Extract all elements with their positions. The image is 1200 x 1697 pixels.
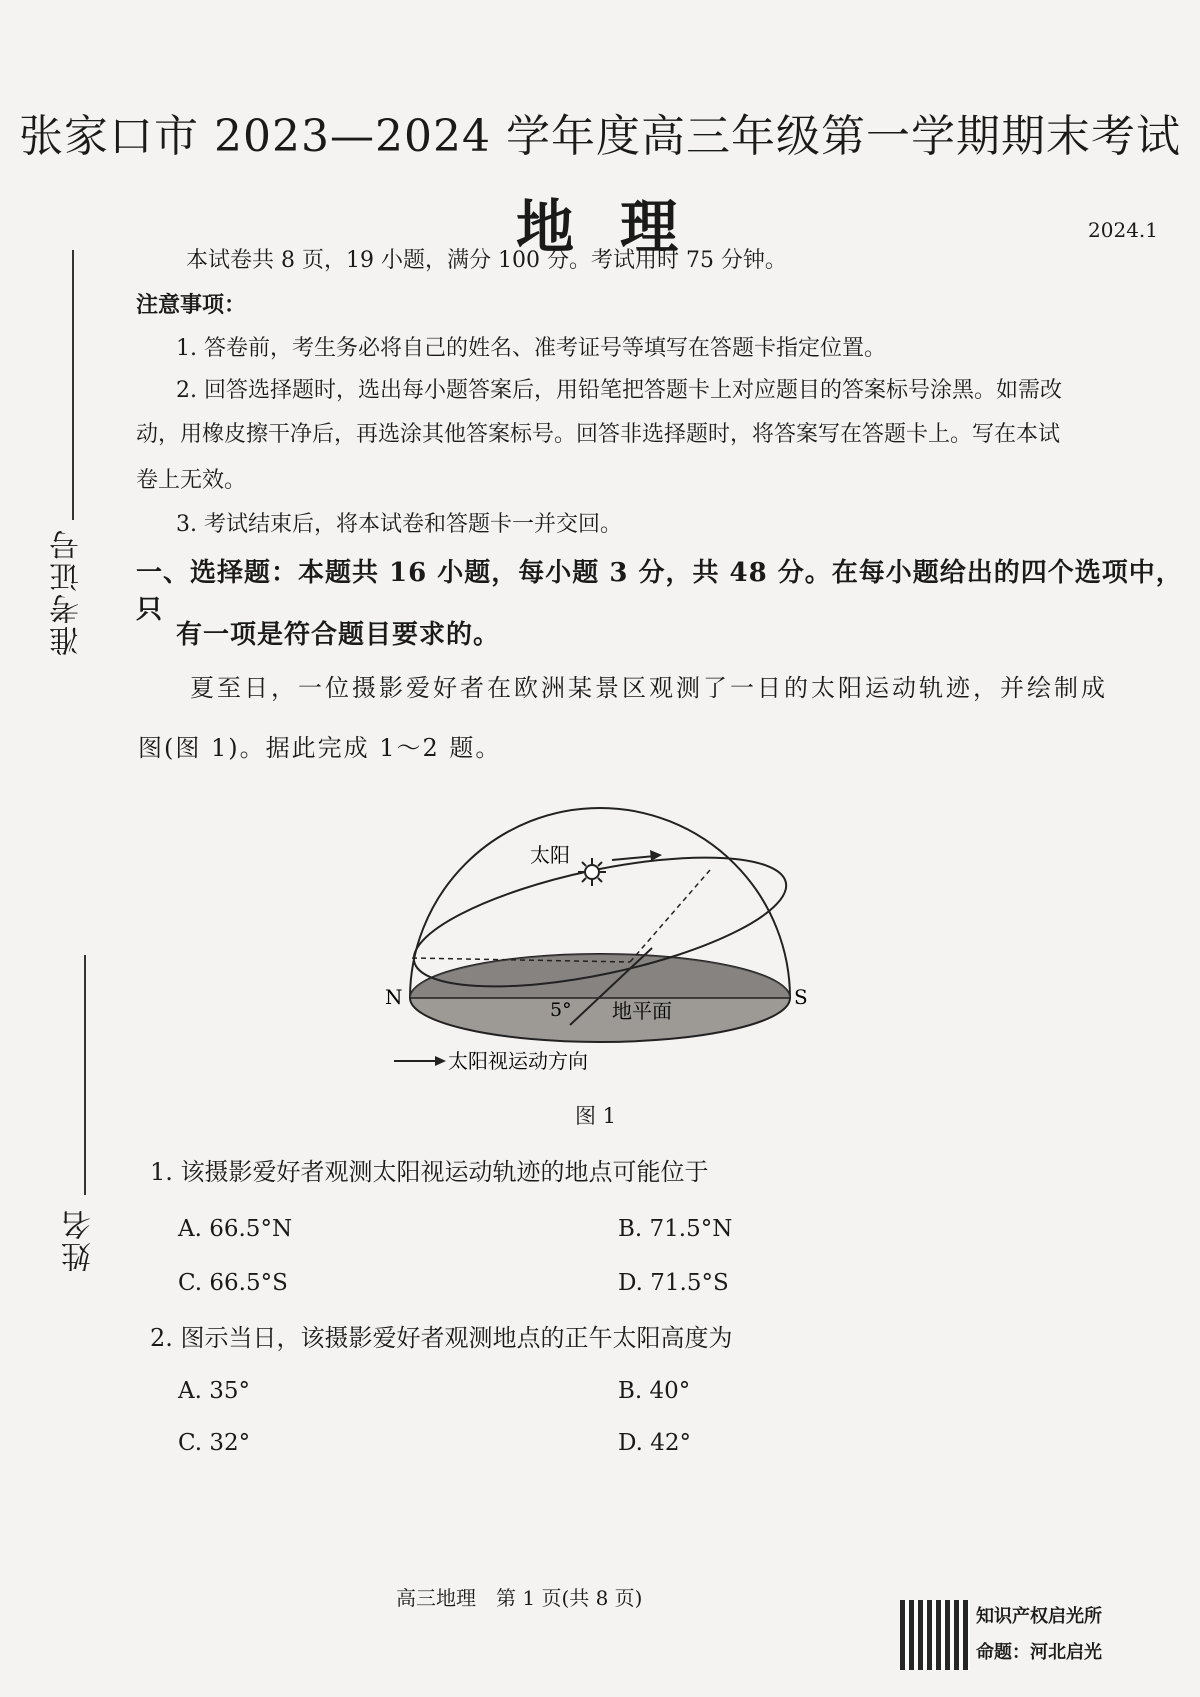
question-1-option-c[interactable]: C. 66.5°S: [178, 1270, 288, 1296]
ip-notice-line-1: 知识产权启光所: [976, 1606, 1102, 1627]
legend-label: 太阳视运动方向: [448, 1049, 588, 1073]
page-footer: 高三地理 第 1 页(共 8 页): [396, 1586, 643, 1610]
question-2-option-c[interactable]: C. 32°: [178, 1430, 251, 1456]
angle-label: 5°: [550, 999, 572, 1021]
section-heading-line-2: 有一项是符合题目要求的。: [176, 620, 501, 650]
section-heading-line-1: 一、选择题：本题共 16 小题，每小题 3 分，共 48 分。在每小题给出的四个选项中，只: [136, 558, 1183, 625]
subject-title: 地理: [515, 193, 724, 261]
notice-item-2-line-3: 卷上无效。: [136, 468, 247, 493]
exam-number-line: [72, 250, 74, 520]
figure-caption: 图 1: [575, 1104, 617, 1128]
motion-arrow-icon: [612, 850, 662, 861]
legend-arrow-icon: [394, 1056, 446, 1066]
notice-heading: 注意事项：: [136, 292, 247, 318]
name-line: [84, 955, 86, 1195]
question-1-stem: 1. 该摄影爱好者观测太阳视运动轨迹的地点可能位于: [150, 1158, 709, 1186]
exam-date: 2024.1: [1088, 218, 1158, 242]
name-label: 姓名: [62, 1208, 97, 1272]
passage-line-1: 夏至日，一位摄影爱好者在欧洲某景区观测了一日的太阳运动轨迹，并绘制成: [190, 674, 1108, 702]
exam-title: 张家口市 2023—2024 学年度高三年级第一学期期末考试: [19, 111, 1181, 162]
question-1-option-b[interactable]: B. 71.5°N: [618, 1216, 733, 1242]
south-label: S: [794, 985, 808, 1009]
sun-path-diagram: [380, 780, 820, 1090]
notice-item-2-line-1: 2. 回答选择题时，选出每小题答案后，用铅笔把答题卡上对应题目的答案标号涂黑。如需改: [176, 378, 1062, 403]
question-2-option-b[interactable]: B. 40°: [618, 1378, 691, 1404]
notice-item-3: 3. 考试结束后，将本试卷和答题卡一并交回。: [176, 512, 622, 537]
question-2-stem: 2. 图示当日，该摄影爱好者观测地点的正午太阳高度为: [150, 1324, 733, 1352]
exam-number-label: 准考证号: [50, 528, 85, 656]
sun-icon: [578, 858, 606, 886]
ip-notice-line-2: 命题：河北启光: [976, 1642, 1102, 1663]
passage-line-2: 图(图 1)。据此完成 1～2 题。: [138, 734, 502, 762]
sun-label: 太阳: [530, 843, 570, 867]
question-1-option-a[interactable]: A. 66.5°N: [178, 1216, 293, 1242]
question-2-option-a[interactable]: A. 35°: [178, 1378, 250, 1404]
qr-code-icon: [900, 1600, 970, 1670]
question-1-option-d[interactable]: D. 71.5°S: [618, 1270, 729, 1296]
north-label: N: [385, 985, 403, 1009]
intro-text: 本试卷共 8 页，19 小题，满分 100 分。考试用时 75 分钟。: [186, 248, 787, 273]
question-2-option-d[interactable]: D. 42°: [618, 1430, 692, 1456]
horizon-label: 地平面: [612, 999, 672, 1023]
notice-item-1: 1. 答卷前，考生务必将自己的姓名、准考证号等填写在答题卡指定位置。: [176, 336, 886, 361]
notice-item-2-line-2: 动，用橡皮擦干净后，再选涂其他答案标号。回答非选择题时，将答案写在答题卡上。写在本试: [136, 422, 1061, 447]
